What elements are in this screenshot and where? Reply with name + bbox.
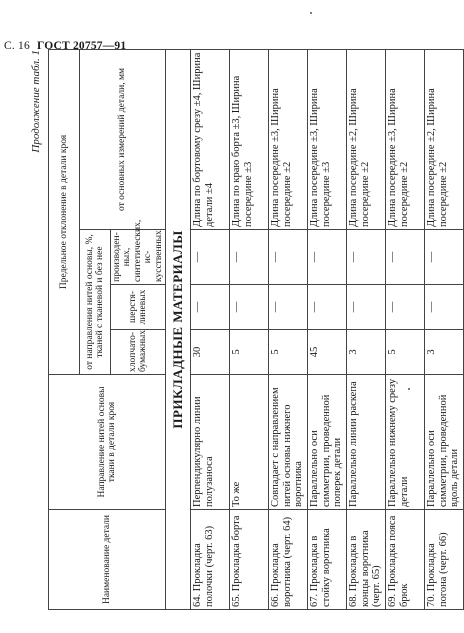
cell-direction: То же [230,375,269,510]
cell-cotton: 30 [191,330,230,375]
header-deviation: Предельное отклонение в детали кроя [49,49,80,374]
table-continuation-label: Продолжение табл. 1 [30,50,42,153]
header-mixed: производен-ных, синтетических, ис-кусственных [111,230,166,285]
cell-mixed: — [230,230,269,285]
cell-name: 68. Прокладка в концы воротника (черт. 65) [347,510,386,610]
cell-silk: — [191,285,230,330]
page-number: С. 16 [4,40,30,52]
cell-mixed: — [269,230,308,285]
cell-direction: Совпадает с направлением нитей основы нижнего воротника [269,375,308,510]
table-row [269,49,308,609]
cell-mixed: — [347,230,386,285]
cell-direction: Параллельно оси симметрии, проведенной поперек детали [308,375,347,510]
cell-measure: Длина посередине ±2, Ширина посередине ±2 [347,49,386,229]
cell-silk: — [269,285,308,330]
table-row [347,49,386,609]
standard-number: ГОСТ 20757—91 [37,40,127,52]
cell-mixed: — [308,230,347,285]
cell-name: 64. Прокладка полочки (черт. 63) [191,510,230,610]
table-row [308,49,347,609]
cell-direction: Параллельно оси симметрии, проведенной вдоль детали [425,375,464,510]
cell-name: 70. Прокладка погона (черт. 66) [425,510,464,610]
cell-silk: — [230,285,269,330]
cell-cotton: 45 [308,330,347,375]
cell-name: 66. Прокладка воротника (черт. 64) [269,510,308,610]
table-row [230,49,269,609]
cell-measure: Длина посередине ±3, Ширина посередине ±2 [269,49,308,229]
header-from-warp: от направления нитей основы, %, тканей с тканевой и без нее [80,230,111,375]
table [48,49,464,610]
cell-mixed: — [191,230,230,285]
header-name: Наименование детали [49,510,166,610]
table-row [425,49,464,609]
cell-direction: Параллельно линии раскепа [347,375,386,510]
cell-measure: Длина посередине ±3, Ширина посередине ±3 [308,49,347,229]
cell-mixed: — [425,230,464,285]
section-title: ПРИКЛАДНЫЕ МАТЕРИАЛЫ [166,49,191,609]
cell-silk: — [386,285,425,330]
cell-silk: — [347,285,386,330]
cell-cotton: 5 [386,330,425,375]
cell-name: 69. Прокладка пояса брюк [386,510,425,610]
cell-mixed: — [386,230,425,285]
cell-cotton: 3 [347,330,386,375]
cell-name: 65. Прокладка борта [230,510,269,610]
cell-cotton: 5 [230,330,269,375]
header-cotton: хлопчато-бумажных [111,330,166,375]
table-row [386,49,425,609]
speck [310,12,312,14]
cell-silk: — [425,285,464,330]
cell-name: 67. Прокладка в стойку воротника [308,510,347,610]
header-silk: шерстя-линевых [111,285,166,330]
cell-direction: Перпендикулярно линии полузаноса [191,375,230,510]
cell-cotton: 3 [425,330,464,375]
header-from-main: от основных измерений детали, мм [80,49,166,229]
cell-direction: Параллельно нижнему срезу детали [386,375,425,510]
cell-measure: Длина посередине ±2, Ширина посередине ±2 [425,49,464,229]
cell-measure: Длина посередине ±3, Ширина посередине ±2 [386,49,425,229]
table-row [191,49,230,609]
header-direction: Направление нитей основы ткани в детали кроя [49,375,166,510]
cell-measure: Длина по бортовому срезу ±4, Ширина детали ±4 [191,49,230,229]
rotated-table-sheet [30,50,461,610]
cell-cotton: 5 [269,330,308,375]
cell-silk: — [308,285,347,330]
cell-measure: Длина по краю борта ±3, Ширина посередине ±3 [230,49,269,229]
